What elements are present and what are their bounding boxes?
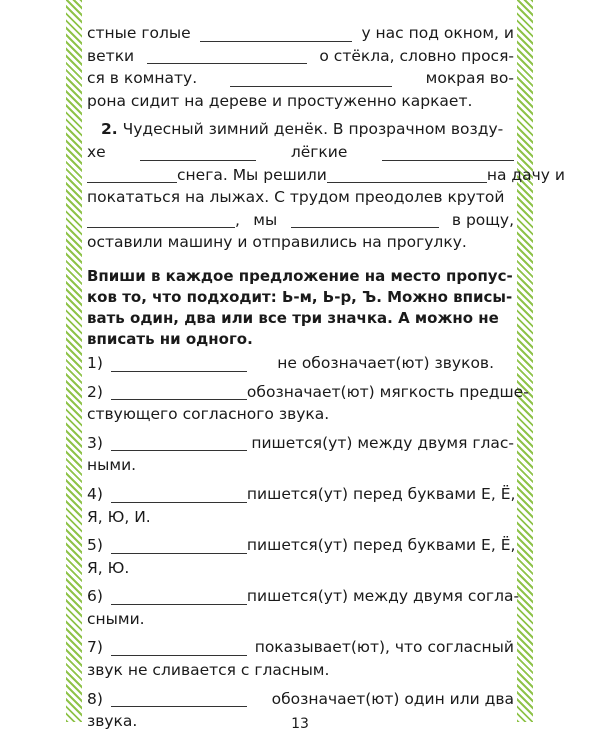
text-fragment: ветки — [87, 46, 135, 65]
text-fragment: , — [235, 210, 240, 229]
blank-with-comma — [87, 209, 240, 232]
fill-in-blank[interactable] — [87, 211, 235, 228]
page-number: 13 — [291, 716, 309, 732]
text-fragment: мокрая во- — [425, 69, 514, 88]
list-item — [87, 483, 514, 506]
fill-in-blank[interactable] — [111, 588, 247, 605]
instruction-line — [87, 266, 514, 287]
item-number: 6) — [87, 587, 103, 606]
fill-in-blank[interactable] — [111, 434, 247, 451]
instruction-line — [87, 308, 514, 329]
fill-in-blank[interactable] — [200, 25, 352, 42]
fill-in-blank[interactable] — [140, 144, 256, 161]
list-item-continuation — [87, 506, 514, 529]
text-fragment: снега. Мы решили — [177, 165, 327, 184]
text-fragment: Впиши в каждое предложение на место пропус- — [87, 266, 513, 285]
item-text: сными. — [87, 609, 145, 628]
text-fragment: оставили машину и отправились на прогулку. — [87, 233, 467, 252]
list-item-continuation — [87, 403, 514, 426]
text-line — [87, 118, 514, 141]
instruction-line — [87, 287, 514, 308]
item-number: 7) — [87, 638, 103, 657]
item-text: Я, Ю. — [87, 558, 130, 577]
exercise-2-first-line — [87, 118, 503, 141]
right-decorative-border — [517, 0, 533, 722]
text-fragment: хе — [87, 142, 106, 161]
list-item — [87, 688, 514, 711]
text-line — [87, 186, 514, 209]
text-fragment: мы — [253, 210, 278, 229]
text-fragment: о стёкла, словно прося- — [319, 46, 514, 65]
fill-in-blank[interactable] — [111, 486, 247, 503]
fill-in-blank[interactable] — [111, 639, 247, 656]
list-item — [87, 352, 514, 375]
worksheet-content — [87, 22, 565, 733]
item-text: пишется(ут) перед буквами Е, Ё, — [246, 536, 516, 555]
text-fragment: рона сидит на дереве и простуженно каркает. — [87, 91, 473, 110]
text-line — [87, 164, 565, 187]
text-fragment: вать один, два или все три значка. А можно не — [87, 308, 499, 327]
text-line — [87, 90, 514, 113]
list-item-continuation — [87, 659, 514, 682]
fill-in-blank[interactable] — [230, 70, 392, 87]
item-text: обозначает(ют) мягкость предше- — [246, 382, 529, 401]
fill-in-blank[interactable] — [111, 355, 247, 372]
text-fragment: Чудесный зимний денёк. В прозрачном возду- — [122, 120, 504, 139]
items-list — [87, 352, 529, 733]
text-fragment: вписать ни одного. — [87, 329, 253, 348]
left-decorative-border — [66, 0, 82, 722]
text-line — [87, 209, 514, 232]
list-item — [87, 381, 529, 404]
item-number: 1) — [87, 353, 103, 372]
instruction — [87, 266, 514, 350]
item-text: обозначает(ют) один или два — [271, 689, 514, 708]
text-line — [87, 231, 514, 254]
item-text: пишется(ут) между двумя согла- — [246, 587, 520, 606]
fill-in-blank[interactable] — [111, 383, 247, 400]
item-text: ными. — [87, 456, 137, 475]
list-item-continuation — [87, 557, 514, 580]
text-line — [87, 45, 514, 68]
text-fragment: ся в комнату. — [87, 69, 198, 88]
item-text: пишется(ут) между двумя глас- — [251, 433, 514, 452]
list-item — [87, 432, 514, 455]
text-fragment: лёгкие — [290, 142, 348, 161]
item-number: 4) — [87, 484, 103, 503]
list-item — [87, 585, 520, 608]
item-text: показывает(ют), что согласный — [254, 638, 514, 657]
item-number: 3) — [87, 433, 103, 452]
item-text: звука. — [87, 712, 138, 731]
item-text: ствующего согласного звука. — [87, 405, 330, 424]
text-line — [87, 67, 514, 90]
item-text: пишется(ут) перед буквами Е, Ё, — [246, 484, 516, 503]
text-line — [87, 141, 514, 164]
fill-in-blank[interactable] — [291, 211, 439, 228]
item-text: не обозначает(ют) звуков. — [277, 353, 494, 372]
item-number: 5) — [87, 536, 103, 555]
list-item — [87, 534, 514, 557]
text-fragment: у нас под окном, и — [361, 24, 514, 42]
text-line — [87, 22, 514, 45]
text-fragment: ков то, что подходит: Ь-м, Ь-р, Ъ. Можно вписы- — [87, 287, 513, 306]
item-number: 2) — [87, 382, 103, 401]
item-text: Я, Ю, И. — [87, 507, 151, 526]
list-item-continuation — [87, 454, 514, 477]
fill-in-blank[interactable] — [111, 690, 247, 707]
item-number: 8) — [87, 689, 103, 708]
text-fragment: стные голые — [87, 24, 191, 42]
text-fragment: в рощу, — [451, 210, 514, 229]
list-item — [87, 636, 514, 659]
text-fragment: покататься на лыжах. С трудом преодолев крутой — [87, 188, 505, 207]
fill-in-blank[interactable] — [111, 537, 247, 554]
item-text: звук не сливается с гласным. — [87, 661, 330, 680]
fill-in-blank[interactable] — [382, 144, 514, 161]
list-item-continuation — [87, 608, 514, 631]
fill-in-blank[interactable] — [147, 47, 307, 64]
instruction-line — [87, 329, 514, 350]
fill-in-blank[interactable] — [327, 166, 487, 183]
fill-in-blank[interactable] — [87, 166, 177, 183]
text-fragment: на дачу и — [486, 165, 565, 184]
exercise-number: 2. — [101, 120, 118, 139]
